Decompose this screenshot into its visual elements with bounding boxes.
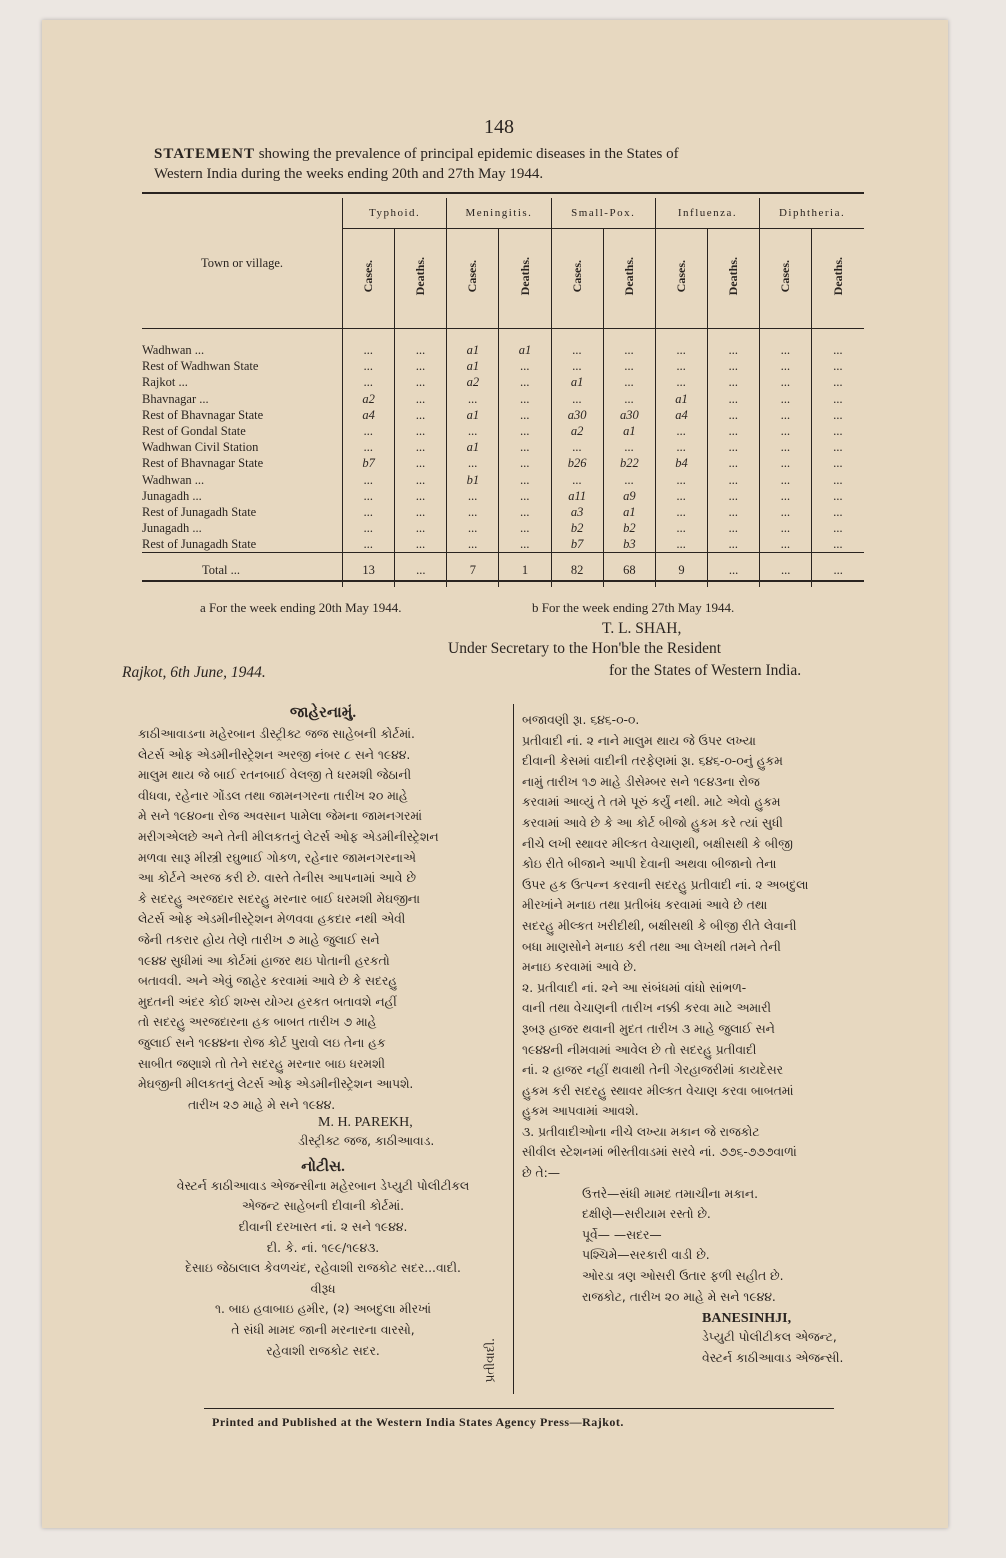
value-cell: a3 xyxy=(551,504,603,520)
document-page xyxy=(42,20,948,1528)
value-cell: b1 xyxy=(447,472,499,488)
notice-line: હુકમ આપવામાં આવશે. xyxy=(522,1104,639,1119)
defendant-label: પ્રતીવાદી. xyxy=(483,1338,497,1383)
town-cell: Total ... xyxy=(142,553,343,587)
diphtheria-header: Diphtheria. xyxy=(760,198,864,229)
notice-line: સીવીલ સ્ટેશનમાં ભીસ્તીવાડમાં સરવે નાં. ૭૭૬-૭૭૭વાળાં xyxy=(522,1145,797,1160)
town-cell: Rest of Junagadh State xyxy=(142,504,343,520)
town-cell: Junagadh ... xyxy=(142,488,343,504)
left-notice-column xyxy=(138,704,508,1361)
notice-line: જુલાઈ સને ૧૯૪૪ના રોજ કોર્ટ પુરાવો લઇ તેના હક xyxy=(138,1035,386,1050)
typhoid-cases-header: Cases. xyxy=(343,229,395,329)
footnote-a: a For the week ending 20th May 1944. xyxy=(200,600,402,615)
notice-line: કરવામાં આવે છે કે આ કોર્ટ બીજો હુકમ કરે ત્યાં સુધી xyxy=(522,815,783,830)
value-cell: ... xyxy=(760,407,812,423)
smallpox-header: Small-Pox. xyxy=(551,198,655,229)
notice-line: તે સંધી મામદ જાની મરનારના વારસો, xyxy=(231,1323,415,1338)
value-cell: ... xyxy=(833,375,843,390)
value-cell: ... xyxy=(499,440,551,456)
value-cell: ... xyxy=(833,472,843,487)
footnote-b: b For the week ending 27th May 1944. xyxy=(532,600,735,615)
right-signer-title-1: ડેપ્યુટી પોલીટીકલ એજન્ટ, xyxy=(702,1330,837,1345)
notice-line: છે તે:— xyxy=(522,1166,561,1181)
value-cell: ... xyxy=(760,537,812,553)
value-cell: a1 xyxy=(447,407,499,423)
printer-footer: Printed and Published at the Western India States Agency Press—Rajkot. xyxy=(212,1415,624,1429)
town-cell: Junagadh ... xyxy=(142,521,343,537)
notice-line: કોઇ રીતે બીજાને આપી દેવાની અથવા બીજાનો તેના xyxy=(522,857,777,872)
town-cell: Rajkot ... xyxy=(142,375,343,391)
value-cell: ... xyxy=(395,423,447,439)
value-cell: ... xyxy=(603,472,655,488)
value-cell: ... xyxy=(760,456,812,472)
influenza-header: Influenza. xyxy=(655,198,759,229)
statement-line-2: Western India during the weeks ending 20th and 27th May 1944. xyxy=(154,166,544,182)
value-cell: ... xyxy=(447,423,499,439)
notice-line: માલુમ થાય જે બાઈ રતનબાઈ વેલજી તે ધરમશી જેઠાની xyxy=(138,768,412,783)
value-cell: ... xyxy=(343,537,395,553)
value-cell: ... xyxy=(395,488,447,504)
notice-line: દી. કે. નાં. ૧૯૯/૧૯૪૩. xyxy=(266,1240,380,1255)
influenza-deaths-header: Deaths. xyxy=(708,229,760,329)
value-cell: ... xyxy=(708,423,760,439)
value-cell: ... xyxy=(395,456,447,472)
influenza-cases-header: Cases. xyxy=(655,229,707,329)
town-cell: Wadhwan ... xyxy=(142,472,343,488)
value-cell: ... xyxy=(447,521,499,537)
value-cell: ... xyxy=(447,504,499,520)
value-cell: ... xyxy=(499,407,551,423)
meningitis-cases-header: Cases. xyxy=(447,229,499,329)
typhoid-header: Typhoid. xyxy=(343,198,447,229)
boundary-line: પૂર્વે— —સદર— xyxy=(582,1227,662,1242)
value-cell: ... xyxy=(551,391,603,407)
table-row xyxy=(142,343,864,359)
value-cell: ... xyxy=(343,343,395,359)
value-cell: ... xyxy=(603,440,655,456)
value-cell: ... xyxy=(833,343,843,358)
notice-body xyxy=(138,1176,508,1361)
value-cell: b3 xyxy=(603,537,655,553)
value-cell: ... xyxy=(655,488,707,504)
value-cell: ... xyxy=(447,456,499,472)
value-cell: a1 xyxy=(447,343,499,359)
value-cell: ... xyxy=(655,423,707,439)
value-cell: ... xyxy=(395,521,447,537)
value-cell: a1 xyxy=(655,391,707,407)
value-cell: a1 xyxy=(603,423,655,439)
value-cell: ... xyxy=(708,488,760,504)
value-cell: b26 xyxy=(551,456,603,472)
value-cell: ... xyxy=(603,391,655,407)
notice-line: રહેવાશી રાજકોટ સદર. xyxy=(266,1343,380,1358)
value-cell: ... xyxy=(708,440,760,456)
value-cell: ... xyxy=(655,521,707,537)
total-cell: ... xyxy=(708,553,760,587)
total-cell: ... xyxy=(812,553,864,587)
value-cell: ... xyxy=(343,488,395,504)
statement-lead: STATEMENT xyxy=(154,146,255,162)
value-cell: ... xyxy=(760,440,812,456)
place-date: Rajkot, 6th June, 1944. xyxy=(122,664,266,681)
value-cell: ... xyxy=(708,375,760,391)
town-cell: Rest of Wadhwan State xyxy=(142,359,343,375)
right-signer: BANESINHJI, xyxy=(702,1311,792,1327)
value-cell: ... xyxy=(447,488,499,504)
notice-line: ૨. પ્રતીવાદી નાં. ૨ને આ સંબંધમાં વાંધો સાંભળ- xyxy=(522,980,747,995)
notice-line: પ્રતીવાદી નાં. ૨ નાને માલુમ થાય જે ઉપર લખ્યા xyxy=(522,733,756,748)
table-row xyxy=(142,440,864,456)
table-bottom-rule xyxy=(142,580,864,582)
right-signer-title-2: વેસ્ટર્ન કાઠીઆવાડ એજન્સી. xyxy=(702,1350,844,1365)
footer-rule xyxy=(204,1408,834,1409)
value-cell: ... xyxy=(395,359,447,375)
notice-heading: નોટીસ. xyxy=(301,1158,345,1175)
value-cell: b2 xyxy=(551,521,603,537)
notice-line: ૩. પ્રતીવાદીઓના નીચે લખ્યા મકાન જે રાજકોટ xyxy=(522,1124,760,1139)
value-cell: ... xyxy=(395,343,447,359)
total-cell: 9 xyxy=(655,553,707,587)
table-row xyxy=(142,456,864,472)
right-notice-column xyxy=(522,710,892,1368)
notice-line: બધા માણસોને મનાઇ કરી તથા આ લેખથી તમને તેની xyxy=(522,939,781,954)
value-cell: ... xyxy=(395,391,447,407)
value-cell: ... xyxy=(655,375,707,391)
value-cell: ... xyxy=(343,440,395,456)
value-cell: ... xyxy=(833,456,843,471)
value-cell: ... xyxy=(655,537,707,553)
value-cell: ... xyxy=(343,521,395,537)
notice-line: નીચે લખી સ્થાવર મીલ્કત વેચાણથી, બક્ષીસથી કે બીજી xyxy=(522,836,793,851)
notice-line: મેઘજીની મીલકતનું લેટર્સ ઓફ એડમીનીસ્ટ્રેશન આપશે. xyxy=(138,1077,414,1092)
notice-line: વાની તથા વેચાણની તારીખ નક્કી કરવા માટે અમારી xyxy=(522,1001,771,1016)
value-cell: ... xyxy=(551,343,603,359)
value-cell: a9 xyxy=(603,488,655,504)
table-row xyxy=(142,423,864,439)
value-cell: b7 xyxy=(343,456,395,472)
statement-line-1 xyxy=(154,146,874,163)
town-header: Town or village. xyxy=(142,198,343,329)
value-cell: b7 xyxy=(551,537,603,553)
notice-line: મળવા સારૂ મીસ્ત્રી રઘુભાઈ ગોકળ, રહેનાર જામનગરનાએ xyxy=(138,850,416,865)
boundary-line: રાજકોટ, તારીખ ૨૦ માહે મે સને ૧૯૪૪. xyxy=(582,1289,776,1304)
value-cell: ... xyxy=(395,472,447,488)
value-cell: ... xyxy=(499,359,551,375)
right-notice-body xyxy=(522,710,892,1184)
table-row xyxy=(142,488,864,504)
value-cell: b22 xyxy=(603,456,655,472)
notice-line: કે સદરહુ અરજદાર સદરહુ મરનાર બાઈ ધરમશી મેઘજીના xyxy=(138,891,420,906)
value-cell: ... xyxy=(343,423,395,439)
notice-line: વેસ્ટર્ન કાઠીઆવાડ એજન્સીના મહેરબાન ડેપ્યુટી પોલીટીકલ xyxy=(176,1178,470,1193)
smallpox-cases-header: Cases. xyxy=(551,229,603,329)
value-cell: ... xyxy=(708,537,760,553)
value-cell: ... xyxy=(833,488,843,503)
left-notice-body xyxy=(138,724,508,1095)
notice-line: કરવામાં આવ્યું તે તમે પૂરું કર્યું નથી. માટે એવો હુકમ xyxy=(522,795,781,810)
value-cell: ... xyxy=(655,343,707,359)
boundary-line: દક્ષીણે—સરીયામ રસ્તો છે. xyxy=(582,1207,711,1222)
total-cell: ... xyxy=(760,553,812,587)
notice-line: દેસાઇ જેઠાલાલ કેવળચંદ, રહેવાશી રાજકોટ સદર...વાદી. xyxy=(185,1261,461,1276)
value-cell: a1 xyxy=(499,343,551,359)
value-cell: ... xyxy=(760,423,812,439)
value-cell: ... xyxy=(551,472,603,488)
value-cell: ... xyxy=(343,359,395,375)
total-cell: 7 xyxy=(447,553,499,587)
notice-line: કાઠીઆવાડના મહેરબાન ડીસ્ટ્રીક્ટ જજ સાહેબની કોર્ટમાં. xyxy=(138,727,415,741)
notice-line: આ કોર્ટને અરજ કરી છે. વાસ્તે તેનીસ આપનામાં આવે છે xyxy=(138,871,416,886)
value-cell: ... xyxy=(655,504,707,520)
notice-line: તો સદરહુ અરજદારના હક બાબત તારીખ ૭ માહે xyxy=(138,1015,377,1030)
value-cell: ... xyxy=(603,343,655,359)
value-cell: ... xyxy=(708,504,760,520)
value-cell: ... xyxy=(760,488,812,504)
notice-line: મરીગએલછે અને તેની મીલકતનું લેટર્સ ઓફ એડમીનીસ્ટ્રેશન xyxy=(138,829,439,844)
notice-line: હુકમ કરી સદરહુ સ્થાવર મીલ્કત વેચાણ કરવા બાબતમાં xyxy=(522,1083,794,1098)
value-cell: ... xyxy=(833,407,843,422)
boundary-line: ઓરડા ત્રણ ઓસરી ઉતાર ફળી સહીત છે. xyxy=(582,1269,784,1284)
table-row xyxy=(142,472,864,488)
value-cell: a2 xyxy=(551,423,603,439)
value-cell: ... xyxy=(708,472,760,488)
notice-line: નામું તારીખ ૧૭ માહે ડીસેમ્બર સને ૧૯૪૩ના રોજ xyxy=(522,774,760,789)
town-cell: Bhavnagar ... xyxy=(142,391,343,407)
value-cell: a2 xyxy=(343,391,395,407)
signatory-title-1: Under Secretary to the Hon'ble the Resident xyxy=(448,640,722,657)
value-cell: ... xyxy=(395,537,447,553)
group-header-row xyxy=(142,198,864,229)
value-cell: ... xyxy=(760,359,812,375)
value-cell: a11 xyxy=(551,488,603,504)
total-cell: 68 xyxy=(603,553,655,587)
meningitis-header: Meningitis. xyxy=(447,198,551,229)
value-cell: ... xyxy=(833,359,843,374)
right-boundaries xyxy=(522,1184,892,1308)
value-cell: ... xyxy=(833,424,843,439)
table-row xyxy=(142,391,864,407)
notice-line: મીરખાંને મનાઇ તથા પ્રતીબંધ કરવામાં આવે છે તથા xyxy=(522,898,768,913)
statement-text: showing the prevalence of principal epidemic diseases in the States of xyxy=(258,146,679,162)
value-cell: ... xyxy=(760,504,812,520)
value-cell: a4 xyxy=(343,407,395,423)
notice-line: બજાવણી રૂા. ૬૪૬-૦-૦. xyxy=(522,713,640,727)
value-cell: ... xyxy=(551,440,603,456)
value-cell: ... xyxy=(603,375,655,391)
notice-line: ઉપર હક ઉત્પન્ન કરવાની સદરહુ પ્રતીવાદી નાં. ૨ અબદુલા xyxy=(522,877,809,892)
notice-line: જેની તકરાર હોય તેણે તારીખ ૭ માહે જુલાઈ સને xyxy=(138,932,380,947)
value-cell: ... xyxy=(499,504,551,520)
notice-line: એજન્ટ સાહેબની દીવાની કોર્ટમાં. xyxy=(241,1199,405,1214)
column-divider xyxy=(513,704,514,1394)
table-row xyxy=(142,407,864,423)
signatory-title-2: for the States of Western India. xyxy=(609,662,802,679)
value-cell: ... xyxy=(655,472,707,488)
value-cell: ... xyxy=(499,375,551,391)
left-signer-title: ડીસ્ટ્રીક્ટ જજ, કાઠીઆવાડ. xyxy=(298,1134,435,1149)
total-cell: 1 xyxy=(499,553,551,587)
value-cell: a1 xyxy=(447,440,499,456)
diphtheria-cases-header: Cases. xyxy=(760,229,812,329)
value-cell: a2 xyxy=(447,375,499,391)
value-cell: ... xyxy=(395,375,447,391)
boundary-line: પશ્ચિમે—સરકારી વાડી છે. xyxy=(582,1248,710,1263)
notice-line: સાબીત જણાશે તો તેને સદરહુ મરનાર બાઇ ધરમશી xyxy=(138,1056,385,1071)
value-cell: ... xyxy=(499,456,551,472)
value-cell: a30 xyxy=(603,407,655,423)
value-cell: b2 xyxy=(603,521,655,537)
value-cell: ... xyxy=(833,537,843,552)
table-row xyxy=(142,359,864,375)
value-cell: ... xyxy=(395,440,447,456)
value-cell: ... xyxy=(655,359,707,375)
town-cell: Rest of Bhavnagar State xyxy=(142,456,343,472)
total-cell: 82 xyxy=(551,553,603,587)
notice-line: લેટર્સ ઓફ એડમીનીસ્ટ્રેશન મેળવવા હકદાર નથી એવી xyxy=(138,912,406,927)
value-cell: ... xyxy=(603,359,655,375)
epidemic-table xyxy=(142,198,864,587)
boundary-line: ઉત્તરે—સંધી મામદ તમાચીના મકાન. xyxy=(582,1186,758,1201)
value-cell: ... xyxy=(760,343,812,359)
value-cell: ... xyxy=(708,391,760,407)
spacer-row xyxy=(142,329,864,343)
value-cell: ... xyxy=(499,472,551,488)
value-cell: ... xyxy=(708,456,760,472)
value-cell: ... xyxy=(833,504,843,519)
total-cell: ... xyxy=(395,553,447,587)
signatory-name: T. L. SHAH, xyxy=(602,620,682,637)
notice-line: મનાઇ કરવામાં આવે છે. xyxy=(522,960,637,975)
diphtheria-deaths-header: Deaths. xyxy=(812,229,864,329)
value-cell: ... xyxy=(708,521,760,537)
value-cell: ... xyxy=(760,391,812,407)
notice-line: નાં. ૨ હાજર નહીં થવાથી તેની ગેરહાજરીમાં કાયદેસર xyxy=(522,1063,783,1078)
notice-line: બતાવવી. અને એવું જાહેર કરવામાં આવે છે કે સદરહુ xyxy=(138,974,397,989)
value-cell: ... xyxy=(708,407,760,423)
table-row xyxy=(142,375,864,391)
value-cell: ... xyxy=(499,391,551,407)
value-cell: ... xyxy=(447,537,499,553)
table-row xyxy=(142,504,864,520)
notice-line: સદરહુ મીલ્કત ખરીદીથી, બક્ષીસથી કે બીજી રીતે લેવાની xyxy=(522,918,797,933)
town-cell: Rest of Bhavnagar State xyxy=(142,407,343,423)
notice-line: દીવાની કેસમાં વાદીની તરફેણમાં રૂા. ૬૪૬-૦-૦નું હુકમ xyxy=(522,754,783,769)
value-cell: ... xyxy=(833,521,843,536)
notice-line: ૧. બાઇ હવાબાઇ હમીર, (૨) અબદુલા મીરખાં xyxy=(214,1302,432,1317)
value-cell: ... xyxy=(760,472,812,488)
value-cell: a1 xyxy=(551,375,603,391)
value-cell: a1 xyxy=(603,504,655,520)
notice-line: વીધવા, રહેનાર ગોંડલ તથા જામનગરના તારીખ ૨૦ માહે xyxy=(138,788,408,803)
value-cell: ... xyxy=(551,359,603,375)
smallpox-deaths-header: Deaths. xyxy=(603,229,655,329)
value-cell: ... xyxy=(760,521,812,537)
table-top-rule xyxy=(142,192,864,194)
value-cell: ... xyxy=(447,391,499,407)
notice-line: રૂબરૂ હાજર થવાની મુદત તારીખ ૩ માહે જુલાઈ સને xyxy=(522,1021,775,1036)
notice-line: ૧૯૪૪ સુધીમાં આ કોર્ટમાં હાજર થઇ પોતાની હરકતો xyxy=(138,953,390,968)
value-cell: ... xyxy=(833,391,843,406)
value-cell: ... xyxy=(343,504,395,520)
value-cell: ... xyxy=(760,375,812,391)
value-cell: b4 xyxy=(655,456,707,472)
value-cell: ... xyxy=(499,521,551,537)
notice-line: દીવાની દરખાસ્ત નાં. ૨ સને ૧૯૪૪. xyxy=(238,1220,408,1235)
jaherenamu-heading: જાહેરનામું. xyxy=(289,705,357,721)
value-cell: a1 xyxy=(447,359,499,375)
value-cell: ... xyxy=(343,472,395,488)
notice-line: મુદતની અંદર કોઈ શખ્સ યોગ્ય હરકત બતાવશે નહીં xyxy=(138,994,397,1009)
value-cell: ... xyxy=(833,440,843,455)
notice-line: વીરૂધ xyxy=(310,1281,336,1296)
town-cell: Wadhwan ... xyxy=(142,343,343,359)
typhoid-deaths-header: Deaths. xyxy=(395,229,447,329)
value-cell: ... xyxy=(395,504,447,520)
left-signer: M. H. PAREKH, xyxy=(318,1115,413,1131)
value-cell: ... xyxy=(499,537,551,553)
value-cell: ... xyxy=(499,488,551,504)
meningitis-deaths-header: Deaths. xyxy=(499,229,551,329)
value-cell: ... xyxy=(655,440,707,456)
notice-line: લેટર્સ ઓફ એડમીનીસ્ટ્રેશન અરજી નંબર ૮ સને ૧૯૪૪. xyxy=(138,747,411,762)
page-number: 148 xyxy=(484,116,514,138)
value-cell: ... xyxy=(499,423,551,439)
table-row xyxy=(142,537,864,553)
value-cell: a4 xyxy=(655,407,707,423)
table-row xyxy=(142,521,864,537)
value-cell: ... xyxy=(708,343,760,359)
notice-line: મે સને ૧૯૪૦ના રોજ અવસાન પામેલા જેમના જામનગરમાં xyxy=(138,809,423,824)
value-cell: ... xyxy=(708,359,760,375)
left-date-line: તારીખ ૨૭ માહે મે સને ૧૯૪૪. xyxy=(188,1097,336,1112)
value-cell: ... xyxy=(395,407,447,423)
town-cell: Rest of Junagadh State xyxy=(142,537,343,553)
notice-line: ૧૯૪૪ની નીમવામાં આવેલ છે તો સદરહુ પ્રતીવાદી xyxy=(522,1042,757,1057)
town-cell: Rest of Gondal State xyxy=(142,423,343,439)
value-cell: ... xyxy=(343,375,395,391)
town-cell: Wadhwan Civil Station xyxy=(142,440,343,456)
total-cell: 13 xyxy=(343,553,395,587)
value-cell: a30 xyxy=(551,407,603,423)
